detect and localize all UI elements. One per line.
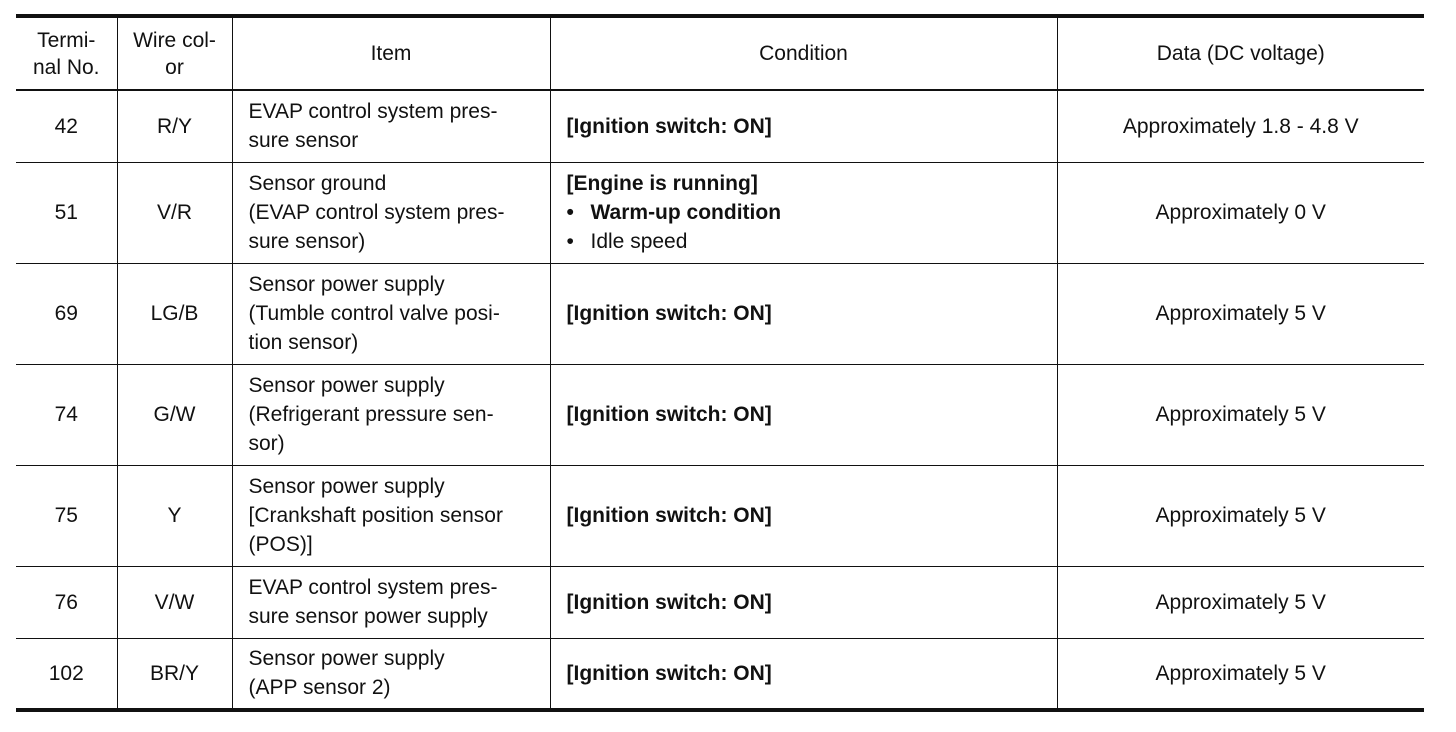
- bullet-icon: •: [566, 230, 574, 253]
- item-line: Sensor power supply: [248, 273, 445, 296]
- terminal-cell: 102: [16, 638, 117, 710]
- wire-color-cell: BR/Y: [117, 638, 232, 710]
- header-row: [16, 16, 1424, 90]
- header-condition: Condition: [550, 16, 1057, 90]
- data-cell: Approximately 1.8 - 4.8 V: [1057, 90, 1424, 162]
- item-line: Sensor power supply: [248, 647, 445, 671]
- table-row: [16, 566, 1424, 638]
- item-line: [Crankshaft position sensor: [248, 504, 503, 527]
- item-cell: [232, 90, 550, 162]
- item-cell: [232, 638, 550, 710]
- wire-color-cell: V/R: [117, 162, 232, 263]
- item-line: EVAP control system pres-: [248, 576, 498, 599]
- condition-cell: [Ignition switch: ON]: [550, 90, 1057, 162]
- data-cell: Approximately 5 V: [1057, 566, 1424, 638]
- table-row: [16, 90, 1424, 162]
- item-cell: [232, 263, 550, 364]
- condition-bullet: [567, 198, 1057, 227]
- condition-cell: [Ignition switch: ON]: [550, 263, 1057, 364]
- item-line: Sensor power supply: [248, 475, 445, 498]
- data-cell: Approximately 5 V: [1057, 465, 1424, 566]
- item-cell: [232, 465, 550, 566]
- header-data: Data (DC voltage): [1057, 16, 1424, 90]
- condition-cell: [Ignition switch: ON]: [550, 364, 1057, 465]
- bullet-icon: •: [566, 201, 574, 224]
- condition-cell: [Ignition switch: ON]: [550, 465, 1057, 566]
- wire-color-cell: LG/B: [117, 263, 232, 364]
- item-line: (POS)]: [248, 533, 313, 556]
- table-row: [16, 465, 1424, 566]
- wire-color-cell: R/Y: [117, 90, 232, 162]
- item-line: Sensor power supply: [248, 374, 445, 397]
- item-cell: [232, 162, 550, 263]
- header-terminal-no: [16, 16, 117, 90]
- condition-heading: [Engine is running]: [566, 172, 758, 195]
- table-row: [16, 638, 1424, 710]
- item-line: (Refrigerant pressure sen-: [248, 403, 494, 426]
- condition-bullet-text: Warm-up condition: [590, 201, 782, 224]
- terminal-cell: 42: [16, 90, 117, 162]
- data-cell: Approximately 5 V: [1057, 364, 1424, 465]
- table-row: [16, 364, 1424, 465]
- item-line: (EVAP control system pres-: [248, 201, 505, 224]
- item-line: sure sensor: [248, 129, 359, 153]
- terminal-cell: 74: [16, 364, 117, 465]
- header-terminal-line2: nal No.: [32, 55, 100, 79]
- item-line: EVAP control system pres-: [248, 100, 498, 124]
- header-terminal-line1: Termi-: [37, 28, 96, 52]
- condition-bullet-text: Idle speed: [590, 230, 688, 253]
- item-line: (Tumble control valve posi-: [248, 302, 500, 325]
- condition-cell: [Ignition switch: ON]: [550, 566, 1057, 638]
- table-row: [16, 263, 1424, 364]
- terminal-cell: 69: [16, 263, 117, 364]
- item-cell: [232, 364, 550, 465]
- terminal-data-table: [16, 14, 1424, 712]
- wire-color-cell: Y: [117, 465, 232, 566]
- item-line: tion sensor): [248, 331, 359, 354]
- terminal-cell: 51: [16, 162, 117, 263]
- header-wire-line1: Wire col-: [133, 28, 216, 52]
- wire-color-cell: G/W: [117, 364, 232, 465]
- condition-cell: [Ignition switch: ON]: [550, 638, 1057, 710]
- condition-bullet: [567, 227, 1057, 256]
- item-line: sure sensor): [248, 230, 366, 253]
- item-line: (APP sensor 2): [248, 676, 391, 700]
- item-cell: [232, 566, 550, 638]
- header-item: Item: [232, 16, 550, 90]
- terminal-cell: 76: [16, 566, 117, 638]
- item-line: sor): [248, 432, 285, 455]
- table-row: [16, 162, 1424, 263]
- wire-color-cell: V/W: [117, 566, 232, 638]
- item-line: sure sensor power supply: [248, 605, 488, 628]
- terminal-cell: 75: [16, 465, 117, 566]
- header-wire-color: [117, 16, 232, 90]
- condition-cell: [550, 162, 1057, 263]
- data-cell: Approximately 5 V: [1057, 638, 1424, 710]
- data-cell: Approximately 0 V: [1057, 162, 1424, 263]
- data-cell: Approximately 5 V: [1057, 263, 1424, 364]
- header-wire-line2: or: [165, 55, 184, 79]
- item-line: Sensor ground: [248, 172, 387, 195]
